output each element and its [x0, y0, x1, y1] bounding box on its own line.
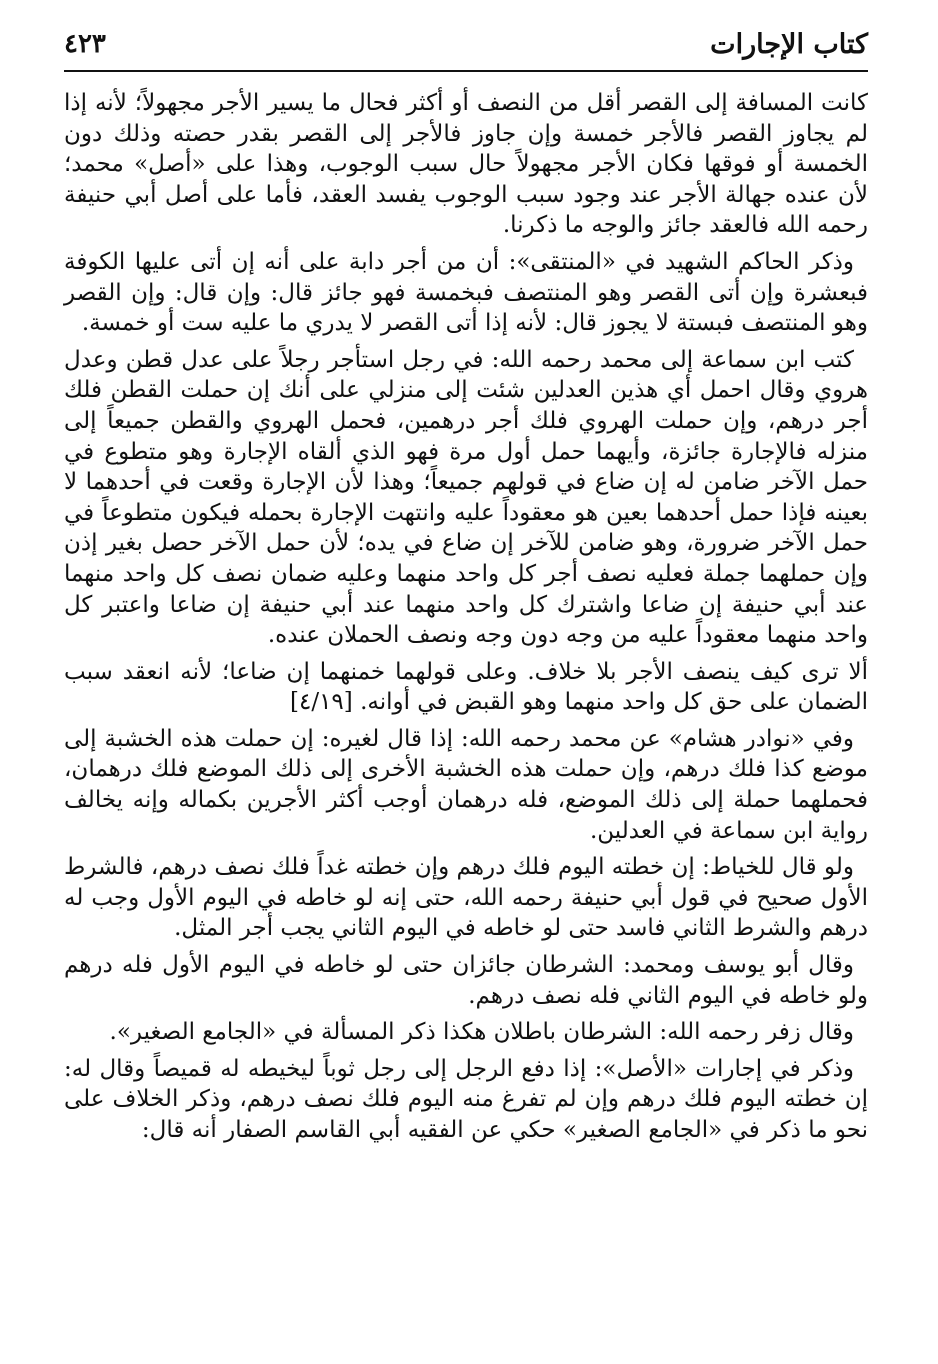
paragraph-8: وقال زفر رحمه الله: الشرطان باطلان هكذا ذكر المسألة في «الجامع الصغير».: [109, 1019, 854, 1046]
paragraph-9: وذكر في إجارات «الأصل»: إذا دفع الرجل إلى رجل ثوباً ليخيطه له قميصاً وقال له: إن خطته اليوم فلك درهم وإن لم تفرغ منه اليوم فلك نصف درهم، وذكر الخلاف على نحو ما ذكر في «الجامع الصغير» حكي عن الفقيه أبي القاسم الصفار أنه قال:: [64, 1055, 868, 1143]
paragraph-1: كانت المسافة إلى القصر أقل من النصف أو أكثر فحال ما يسير الأجر مجهولاً؛ لأنه إذا لم يجاوز القصر فالأجر خمسة وإن جاوز فالأجر إلى القصر بقدر حصته وذلك دون الخمسة أو فوقها فكان الأجر مجهولاً حال سبب الوجوب، وهذا على «أصل» محمد؛ لأن عنده جهالة الأجر عند وجود سبب الوجوب يفسد العقد، فأما على أصل أبي حنيفة رحمه الله فالعقد جائز والوجه ما ذكرنا.: [64, 90, 868, 239]
paragraph-5: وفي «نوادر هشام» عن محمد رحمه الله: إذا قال لغيره: إن حملت هذه الخشبة إلى موضع كذا فلك درهم، وإن حملت هذه الخشبة الأخرى إلى ذلك الموضع فلك درهمان، فحملهما حملة إلى ذلك الموضع، فله درهمان أوجب أكثر الأجرين بكماله وإنه يخالف رواية ابن سماعة في العدلين.: [64, 725, 868, 844]
page-number: ٤٢٣: [64, 29, 106, 59]
paragraph-4: ألا ترى كيف ينصف الأجر بلا خلاف. وعلى قولهما خمنهما إن ضاعا؛ لأنه انعقد سبب الضمان على حق كل واحد منهما وهو القبض في أوانه. [٤/١٩]: [64, 658, 868, 716]
page-body: [64, 88, 868, 1152]
paragraph-2: وذكر الحاكم الشهيد في «المنتقى»: أن من أجر دابة على أنه إن أتى عليها الكوفة فبعشرة وإن أتى القصر وهو المنتصف فبخمسة فهو جائز قال: وإن قال: وإن القصر وهو المنتصف فبستة لا يجوز قال: لأنه إذا أتى القصر لا يدري ما عليه ست أو خمسة.: [64, 248, 868, 337]
paragraph-3: كتب ابن سماعة إلى محمد رحمه الله: في رجل استأجر رجلاً على عدل قطن وعدل هروي وقال احمل أي هذين العدلين شئت إلى منزلي على أنك إن حملت القطن فلك أجر درهم، وإن حملت الهروي فلك أجر درهمين، فحمل الهروي والقطن جميعاً إلى منزله فالإجارة جائزة، وأيهما حمل أول مرة فهو الذي ألقاه الإجارة وهو متطوع في حمل الآخر ضامن له إن ضاع في قولهم جميعاً؛ وهذا لأن الإجارة وقعت في أحدهما لا بعينه فإذا حمل أحدهما بعين هو معقوداً عليه وانتهت الإجارة بحمله فيكون متطوعاً في حمل الآخر ضرورة، وهو ضامن للآخر إن ضاع في يده؛ لأن حمل الآخر حصل بغير إذن وإن حملهما جملة فعليه نصف أجر كل واحد منهما وعليه ضمان نصف كل واحد منهما عند أبي حنيفة إن ضاعا واشترك كل واحد منهما عند أبي حنيفة إن ضاعا واعتبر كل واحد منهما معقوداً عليه من وجه دون وجه ونصف الحملان عنده.: [64, 346, 868, 649]
paragraph-6: ولو قال للخياط: إن خطته اليوم فلك درهم وإن خطته غداً فلك نصف درهم، فالشرط الأول صحيح في قول أبي حنيفة رحمه الله، حتى إنه لو خاطه في اليوم الأول وجب له درهم والشرط الثاني فاسد حتى لو خاطه في اليوم الثاني يجب أجر المثل.: [64, 854, 868, 942]
chapter-title: كتاب الإجارات: [710, 28, 868, 60]
page-header: [64, 22, 868, 72]
paragraph-7: وقال أبو يوسف ومحمد: الشرطان جائزان حتى لو خاطه في اليوم الأول فله درهم ولو خاطه في اليوم الثاني فله نصف درهم.: [64, 952, 868, 1009]
